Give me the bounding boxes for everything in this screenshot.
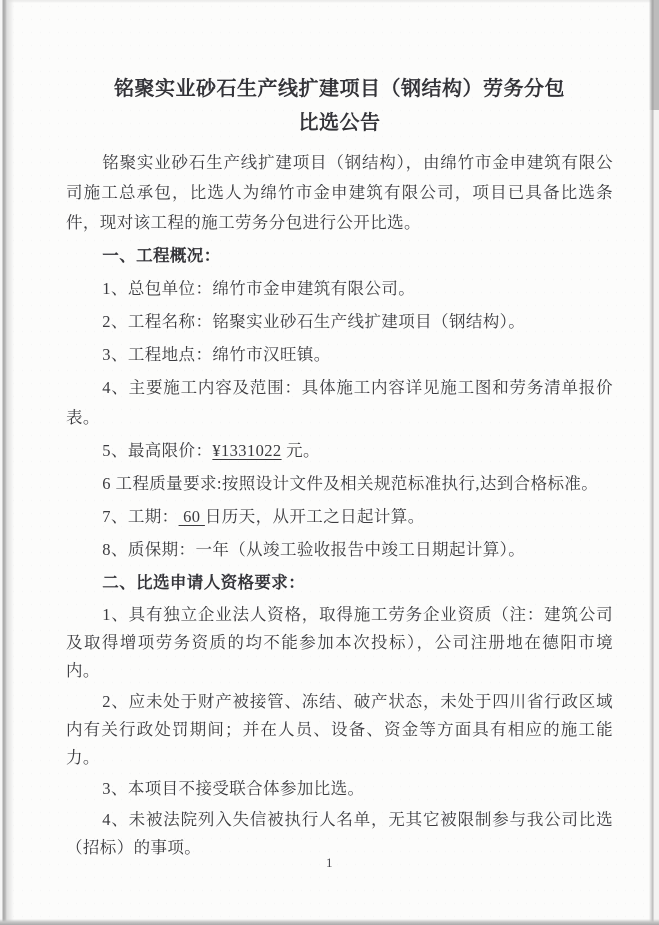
section1-heading: 一、工程概况：	[102, 246, 221, 265]
duration-value: 60	[178, 507, 205, 526]
duration-suffix: 日历天，从开工之日起计算。	[204, 507, 425, 526]
section1-item-7	[66, 502, 613, 532]
section2-item-1: 1、具有独立企业法人资格，取得施工劳务企业资质（注：建筑公司及取得增项劳务资质的均不能参加本次投标），公司注册地在德阳市境内。	[66, 605, 613, 680]
section2-heading: 二、比选申请人资格要求：	[102, 573, 306, 592]
scan-edge-top	[0, 0, 659, 3]
page-number: 1	[326, 855, 333, 870]
section2-item-3: 3、本项目不接受联合体参加比选。	[102, 779, 365, 798]
scan-edge-left	[0, 0, 14, 925]
intro-paragraph: 铭聚实业砂石生产线扩建项目（钢结构），由绵竹市金申建筑有限公司施工总承包，比选人为绵竹市金申建筑有限公司，项目已具备比选条件，现对该工程的施工劳务分包进行公开比选。	[66, 153, 613, 232]
scan-edge-right	[649, 0, 659, 925]
max-price-value: ¥1331022	[212, 441, 282, 460]
section1-body	[66, 274, 613, 565]
scan-edge-bottom	[0, 919, 659, 925]
title-line-2: 比选公告	[298, 112, 381, 134]
section1-item-5	[66, 436, 613, 466]
section1-item-2: 2、工程名称：铭聚实业砂石生产线扩建项目（钢结构）。	[102, 312, 526, 331]
section1-item-6: 6 工程质量要求:按照设计文件及相关规范标准执行,达到合格标准。	[102, 474, 599, 493]
section1-item-8: 8、质保期：一年（从竣工验收报告中竣工日期起计算）。	[102, 540, 526, 559]
max-price-suffix: 元。	[281, 441, 320, 460]
title-line-1: 铭聚实业砂石生产线扩建项目（钢结构）劳务分包	[114, 78, 565, 100]
section2-item-2: 2、应未处于财产被接管、冻结、破产状态，未处于四川省行政区域内有关行政处罚期间；并在人员、设备、资金等方面具有相应的施工能力。	[66, 692, 613, 767]
document-title	[66, 72, 613, 140]
document-content	[66, 72, 613, 865]
section2-item-4: 4、未被法院列入失信被执行人名单，无其它被限制参与我公司比选（招标）的事项。	[66, 810, 613, 857]
duration-label: 7、工期：	[102, 507, 179, 526]
section1-item-1: 1、总包单位：绵竹市金申建筑有限公司。	[102, 279, 416, 298]
section2-body	[66, 601, 613, 862]
section1-item-4: 4、主要施工内容及范围：具体施工内容详见施工图和劳务清单报价表。	[66, 378, 613, 427]
max-price-label: 5、最高限价：	[102, 441, 213, 460]
section1-item-3: 3、工程地点：绵竹市汉旺镇。	[102, 345, 331, 364]
